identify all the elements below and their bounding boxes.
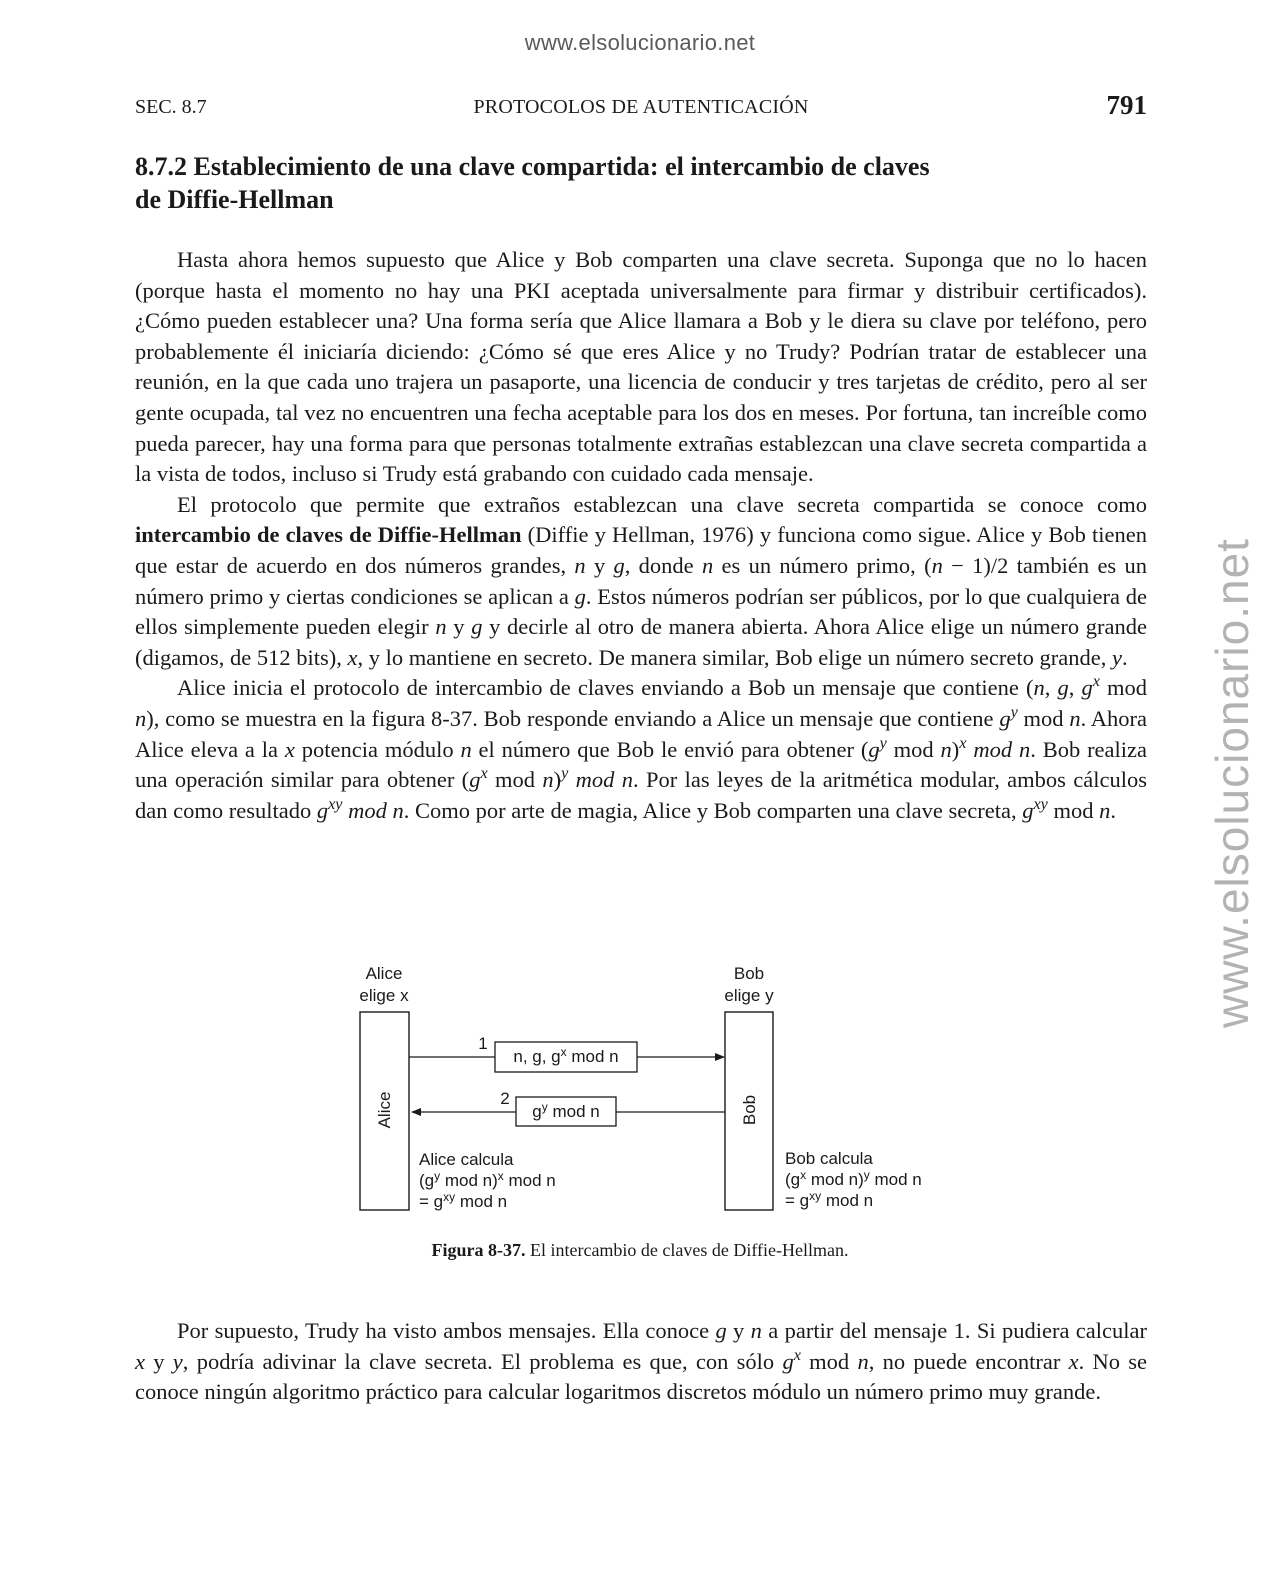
body-text-bottom [135,1316,1147,1408]
bob-calc-result: = $g^{xy}$ mod n [785,1189,874,1210]
figure-caption-text: El intercambio de claves de Diffie-Hellman. [525,1240,849,1260]
running-title: PROTOCOLOS DE AUTENTICACIÓN [473,96,809,118]
watermark-side: www.elsolucionario.net [1206,538,1258,1028]
body-text-top [135,245,1147,826]
page-number: 791 [1106,90,1147,120]
section-heading [135,150,1147,216]
figure-diagram [340,955,960,1220]
bob-calc-title: Bob calcula [785,1149,873,1168]
diffie-hellman-figure [340,955,960,1220]
paragraph-1: Hasta ahora hemos supuesto que Alice y Bob comparten una clave secreta. Suponga que no lo hacen (porque hasta el momento no hay una PKI aceptada universalmente para firmar y distribuir certificados). ¿Cómo pueden establecer una? Una forma sería que Alice llamara a Bob y le diera su clave por teléfono, pero probablemente él iniciaría diciendo: ¿Cómo sé que eres Alice y no Trudy? Podrían tratar de establecer una reunión, en la que cada uno trajera un pasaporte, una licencia de conducir y tres tarjetas de crédito, pero al ser gente ocupada, tal vez no encuentren una fecha aceptable para los dos en meses. Por fortuna, tan increíble como pueda parecer, hay una forma para que personas totalmente extrañas establezcan una clave secreta compartida a la vista de todos, incluso si Trudy está grabando con cuidado cada mensaje. [135,247,1147,487]
alice-top-label-1: Alice [365,964,403,983]
watermark-top: www.elsolucionario.net [524,30,756,55]
section-heading-line2: de Diffie-Hellman [135,185,334,214]
bob-top-label-2: elige y [724,986,774,1005]
message-1-text: n, g, $g^x$ mod n [513,1045,619,1066]
message-2-text: $g^y$ mod n [532,1100,600,1121]
section-label: SEC. 8.7 [135,96,207,118]
bob-top-label-1: Bob [733,964,765,983]
key-term: intercambio de claves de Diffie-Hellman [135,522,522,548]
alice-calc-result: = $g^{xy}$ mod n [419,1190,508,1211]
paragraph-2: El protocolo que permite que extraños establezcan una clave secreta compartida se conoce como intercambio de claves de Diffie-Hellman (Diffie y Hellman, 1976) y funciona como sigue. Alice y Bob tienen que estar de acuerdo en dos números grandes, n y g, donde n es un número primo, (n − 1)/2 también es un número primo y ciertas condiciones se aplican a g. Estos números podrían ser públicos, por lo que cualquiera de ellos simplemente pueden elegir n y g y decirle al otro de manera abierta. Ahora Alice elige un número grande (digamos, de 512 bits), x, y lo mantiene en secreto. De manera similar, Bob elige un número secreto grande, y. [135,491,1147,670]
figure-caption [0,1240,1280,1261]
bob-calc-expression: ($g^x$ mod n)$^y$ mod n [785,1168,922,1189]
alice-top-label-2: elige x [359,986,409,1005]
alice-calc-title: Alice calcula [419,1150,514,1169]
page-header [135,90,1147,124]
alice-box-label: Alice [375,1091,394,1129]
message-2-number: 2 [500,1089,510,1108]
message-1-number: 1 [478,1034,488,1053]
figure-caption-label: Figura 8-37. [431,1240,526,1260]
paragraph-3: Alice inicia el protocolo de intercambio de claves enviando a Bob un mensaje que contiene (n, g, $g^x$ mod n), como se muestra en la figura 8-37. Bob responde enviando a Alice un mensaje que contiene $g^y$ mod n. Ahora Alice eleva a la x potencia módulo n el número que Bob le envió para obtener ($g^y$ mod n)$^x$ mod n. Bob realiza una operación similar para obtener ($g^x$ mod n)$^y$ mod n. Por las leyes de la aritmética modular, ambos cálculos dan como resultado $g^{xy}$ mod n. Como por arte de magia, Alice y Bob comparten una clave secreta, $g^{xy}$ mod n. [135,672,1148,823]
alice-calc-expression: ($g^y$ mod n)$^x$ mod n [419,1169,556,1190]
bob-box-label: Bob [740,1094,759,1126]
section-heading-line1: 8.7.2 Establecimiento de una clave compartida: el intercambio de claves [135,152,930,181]
paragraph-4: Por supuesto, Trudy ha visto ambos mensajes. Ella conoce g y n a partir del mensaje 1. Si pudiera calcular x y y, podría adivinar la clave secreta. El problema es que, con sólo $g^x$ mod n, no puede encontrar x. No se conoce ningún algoritmo práctico para calcular logaritmos discretos módulo un número primo muy grande. [135,1318,1148,1405]
